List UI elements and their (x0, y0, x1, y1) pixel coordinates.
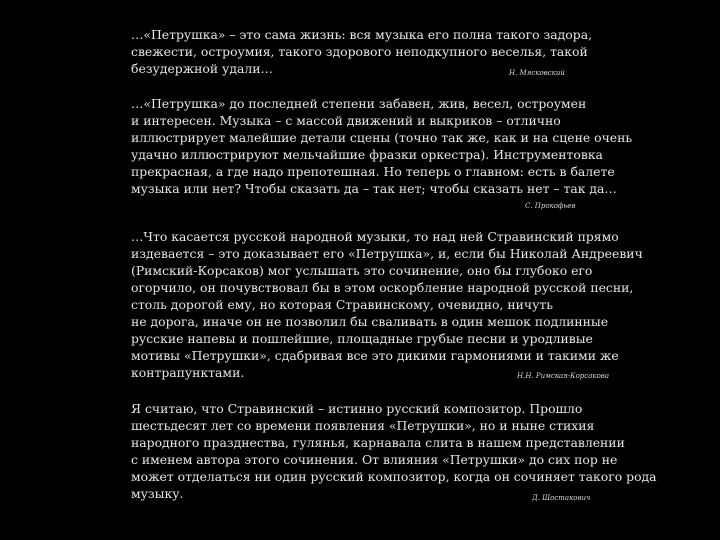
quote-line: удачно иллюстрируют мельчайшие фразки оркестра). Инструментовка (131, 147, 603, 162)
quote-line: …«Петрушка» – это сама жизнь: вся музыка его полна такого задора, (131, 27, 593, 42)
quote-line: народного празднества, гулянья, карнавала слита в нашем представлении (131, 435, 625, 450)
quote-line: …Что касается русской народной музыки, то над ней Стравинский прямо (131, 229, 619, 244)
quote-author: С. Прокофьев (525, 202, 576, 210)
quote-line: музыка или нет? Чтобы сказать да – так нет; чтобы сказать нет – так да… (131, 181, 617, 196)
quote-rimskaya-korsakova (131, 228, 643, 381)
quote-line: не дорога, иначе он не позволил бы сваливать в один мешок подлинные (131, 314, 609, 329)
quote-line: …«Петрушка» до последней степени забавен, жив, весел, остроумен (131, 96, 587, 111)
quote-line: (Римский-Корсаков) мог услышать это сочинение, оно бы глубоко его (131, 263, 593, 278)
quote-line: и интересен. Музыка – с массой движений и выкриков – отлично (131, 113, 561, 128)
quote-line: мотивы «Петрушки», сдабривая все это дикими гармониями и такими же (131, 348, 619, 363)
quote-line: безудержной удали… (131, 61, 273, 76)
quote-line: издевается – это доказывает его «Петрушка», и, если бы Николай Андреевич (131, 246, 643, 261)
quote-shostakovich (131, 400, 657, 502)
quote-line: с именем автора этого сочинения. От влияния «Петрушки» до сих пор не (131, 452, 618, 467)
quote-line: шестьдесят лет со времени появления «Петрушки», но и ныне стихия (131, 418, 595, 433)
quote-author: Н. Мясковский (509, 69, 565, 77)
quote-line: Я считаю, что Стравинский – истинно русский композитор. Прошло (131, 401, 583, 416)
quote-line: огорчило, он почувствовал бы в этом оскорбление народной русской песни, (131, 280, 634, 295)
quote-author: Д. Шостакович (532, 494, 591, 502)
quote-author: Н.Н. Римская-Корсакова (517, 372, 610, 380)
quote-line: свежести, остроумия, такого здорового неподкупного веселья, такой (131, 44, 588, 59)
quote-line: может отделаться ни один русский композитор, когда он сочиняет такого рода (131, 469, 657, 484)
quote-line: прекрасная, а где надо препотешная. Но теперь о главном: есть в балете (131, 164, 615, 179)
quote-line: иллюстрирует малейшие детали сцены (точно так же, как и на сцене очень (131, 130, 633, 145)
quote-line: столь дорогой ему, но которая Стравинскому, очевидно, ничуть (131, 297, 553, 312)
quote-prokofiev (131, 95, 633, 197)
quote-line: контрапунктами. (131, 365, 245, 380)
quote-line: музыку. (131, 486, 184, 501)
quote-line: русские напевы и пошлейшие, площадные грубые песни и уродливые (131, 331, 593, 346)
